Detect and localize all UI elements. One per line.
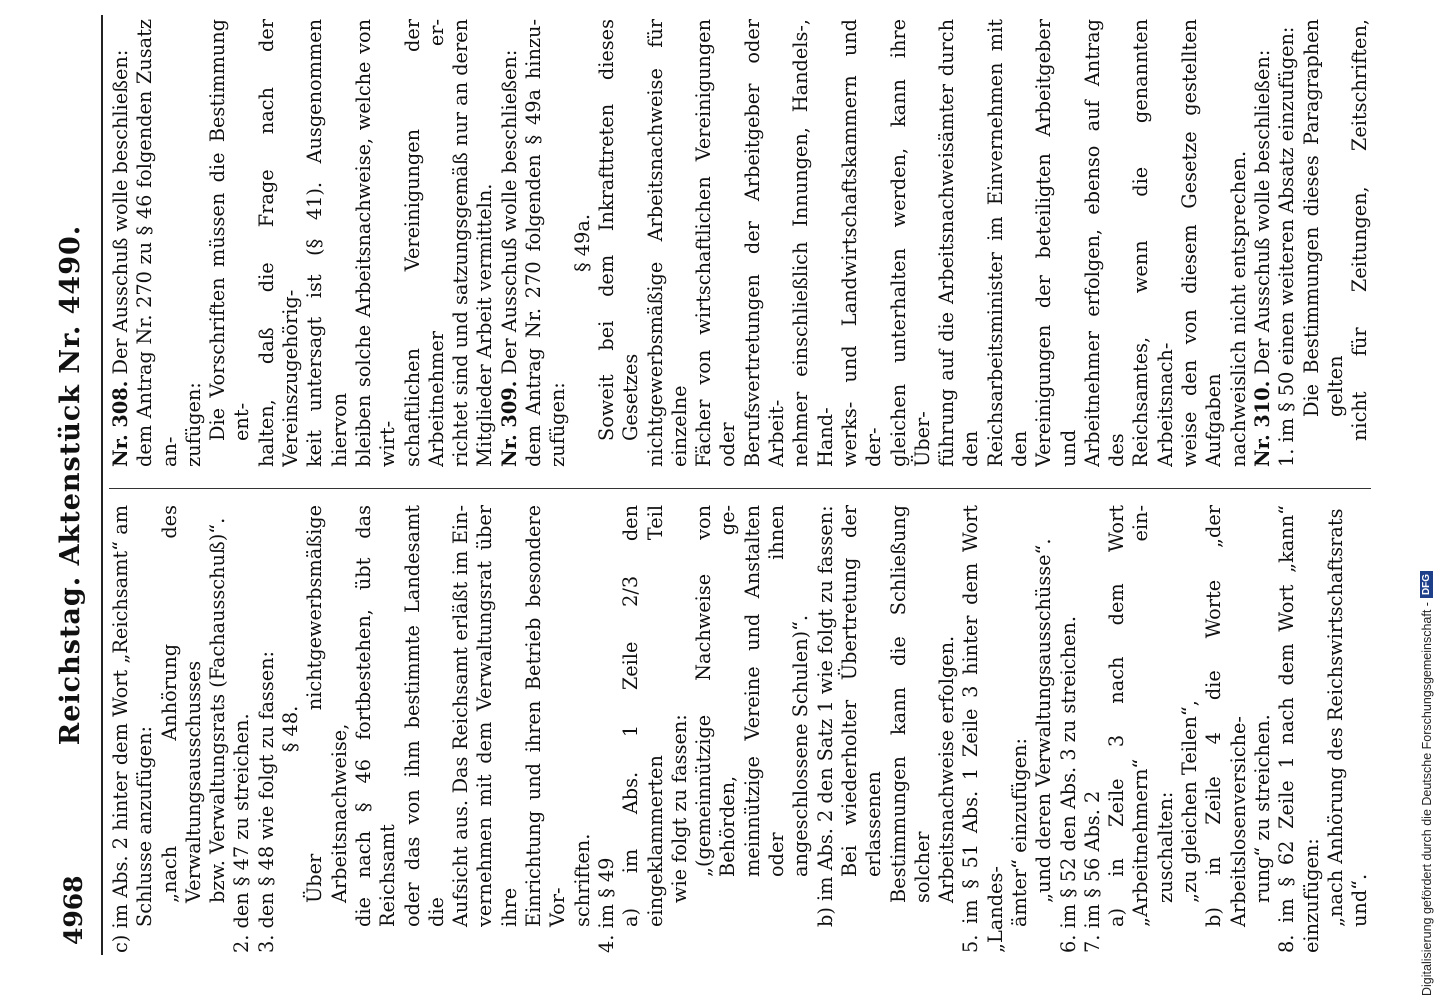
text-line: nicht für Zeitungen, Zeitschriften, — [1348, 19, 1371, 441]
motion-number: Nr. 308. — [109, 380, 132, 467]
text-line: Die Bestimmungen dieses Paragraphen gelten — [1299, 19, 1347, 417]
document-number: 4490. — [55, 224, 86, 315]
text-line: gleichen unterhalten werden, kann ihre Über- — [886, 19, 934, 467]
column-divider — [109, 488, 1371, 489]
text-line: die nach § 46 fortbestehen, übt das Reichsamt — [351, 505, 400, 927]
text-line: vernehmen mit dem Verwaltungsrat über ihre — [473, 505, 521, 927]
text-line: a) im Abs. 1 Zeile 2/3 den eingeklammerten Teil — [619, 505, 667, 927]
page-title-text: Reichstag. Aktenstück Nr. — [55, 324, 86, 746]
text-line: Aufsicht aus. Das Reichsamt erläßt im Ein- — [449, 505, 473, 927]
text-line: Über nichtgewerbsmäßige Arbeitsnachweise, — [303, 505, 351, 903]
text-line: zufügen: — [181, 382, 205, 467]
text-line: 4. im § 49 — [594, 857, 618, 953]
text-line: Vereinigungen der beteiligten Arbeitgeber und — [1032, 19, 1080, 467]
text-line: Nr. 310. Der Ausschuß wolle beschließen: — [1250, 49, 1274, 467]
text-line: keit untersagt ist (§ 41). Ausgenommen hiervon — [303, 19, 351, 467]
text-line: halten, daß die Frage nach der Vereinszugehörig- — [254, 19, 303, 467]
text-line: c) im Abs. 2 hinter dem Wort „Reichsamt“ am — [109, 505, 132, 953]
text-line: weise den von diesem Gesetze gestellten Aufgaben — [1178, 19, 1226, 467]
text-line: „und deren Verwaltungsausschüsse“. — [1032, 538, 1056, 903]
text-line: „(gemeinnützige Nachweise von Behörden, ge- — [692, 505, 740, 877]
text-line: Die Vorschriften müssen die Bestimmung ent- — [206, 19, 254, 441]
text-line: 6. im § 52 den Abs. 3 zu streichen. — [1056, 616, 1080, 953]
rotated-document-page — [45, 15, 1375, 955]
text-line: zufügen: — [546, 382, 570, 467]
text-line: Soweit bei dem Inkrafttreten dieses Gesetzes — [594, 19, 643, 441]
page-header — [45, 15, 99, 955]
text-line: b) in Zeile 4 die Worte „der Arbeitslosenversiche- — [1202, 505, 1250, 927]
text-line: richtet sind und satzungsgemäß nur an deren — [449, 19, 473, 467]
text-line: Arbeitsnachweise erfolgen. — [935, 635, 959, 903]
text-line: dem Antrag Nr. 270 folgenden § 49a hinzu- — [522, 19, 546, 467]
left-text-column — [109, 505, 1371, 953]
page-title — [55, 15, 86, 955]
digitization-note-text: Digitalisierung gefördert durch die Deutsche Forschungsgemeinschaft - — [1420, 602, 1434, 996]
text-line: bzw. Verwaltungsrats (Fachausschuß)“. — [206, 517, 230, 903]
text-line: Einrichtung und ihren Betrieb besondere Vor- — [522, 505, 570, 927]
text-line: nichtgewerbsmäßige Arbeitsnachweise für einzelne — [643, 19, 691, 467]
text-line: 1. im § 50 einen weiteren Absatz einzufügen: — [1275, 26, 1299, 467]
text-line: Nr. 309. Der Ausschuß wolle beschließen: — [497, 49, 521, 467]
motion-number: Nr. 309. — [497, 380, 521, 467]
text-line: führung auf die Arbeitsnachweisämter durch den — [935, 19, 983, 467]
text-line: 2. den § 47 zu streichen. — [230, 713, 254, 953]
text-line: werks- und Landwirtschaftskammern und der- — [837, 19, 886, 467]
page-number: 4968 — [59, 875, 88, 945]
text-line: wie folgt zu fassen: — [667, 714, 691, 903]
text-line: oder das von ihm bestimmte Landesamt die — [400, 505, 448, 927]
text-line: ämter“ einzufügen: — [1007, 738, 1031, 927]
dfg-logo: DFG — [1420, 571, 1433, 598]
digitization-note — [1416, 0, 1434, 996]
text-line: „nach Anhörung des Verwaltungsausschusses — [157, 505, 205, 903]
text-line: rung“ zu streichen. — [1250, 714, 1274, 903]
text-line: Nr. 308. Der Ausschuß wolle beschließen: — [109, 49, 132, 467]
text-line: 3. den § 48 wie folgt zu fassen: — [254, 650, 278, 953]
right-text-column — [109, 19, 1371, 467]
text-line: „zu gleichen Teilen“, — [1178, 700, 1202, 903]
text-line: 5. im § 51 Abs. 1 Zeile 3 hinter dem Wort „Landes- — [959, 505, 1007, 953]
text-line: Berufsvertretungen der Arbeitgeber oder Arbeit- — [740, 19, 789, 467]
text-line: Schlusse anzufügen: — [133, 725, 157, 927]
text-line: a) in Zeile 3 nach dem Wort „Arbeitnehmern“ ein- — [1105, 505, 1153, 927]
text-line: bleiben solche Arbeitsnachweise, welche von wirt- — [351, 19, 400, 467]
text-line: „nach Anhörung des Reichswirtschaftsrats und“. — [1323, 508, 1371, 927]
text-line: Bestimmungen kann die Schließung solcher — [886, 505, 934, 903]
text-line: schaftlichen Vereinigungen der Arbeitnehmer er- — [400, 19, 448, 467]
text-line: schriften. — [570, 833, 594, 927]
text-line: b) im Abs. 2 den Satz 1 wie folgt zu fassen: — [813, 505, 837, 927]
text-line: 8. im § 62 Zeile 1 nach dem Wort „kann“ einzufügen: — [1275, 505, 1323, 953]
text-line: § 49a. — [570, 214, 594, 272]
text-line: Reichsarbeitsminister im Einvernehmen mit den — [983, 19, 1031, 467]
text-line: Bei wiederholter Übertretung der erlassenen — [837, 505, 886, 877]
text-line: dem Antrag Nr. 270 zu § 46 folgenden Zusatz an- — [133, 19, 181, 467]
text-line: Fächer von wirtschaftlichen Vereinigungen oder — [692, 19, 740, 467]
text-line: 7. im § 56 Abs. 2 — [1080, 790, 1104, 953]
text-line: zuschalten: — [1153, 791, 1177, 903]
text-line: Mitglieder Arbeit vermitteln. — [473, 183, 497, 467]
header-rule — [101, 15, 103, 955]
text-line: § 48. — [279, 705, 303, 753]
motion-number: Nr. 310. — [1250, 380, 1274, 467]
text-line: nehmer einschließlich Innungen, Handels-, Hand- — [789, 19, 837, 467]
text-line: Arbeitnehmer erfolgen, ebenso auf Antrag des — [1080, 19, 1129, 467]
text-line: angeschlossene Schulen)“. — [789, 614, 813, 877]
text-line: Reichsamtes, wenn die genannten Arbeitsnach- — [1129, 19, 1177, 467]
text-line: meinnützige Vereine und Anstalten oder ihnen — [740, 505, 789, 877]
text-line: nachweislich nicht entsprechen. — [1226, 150, 1250, 467]
